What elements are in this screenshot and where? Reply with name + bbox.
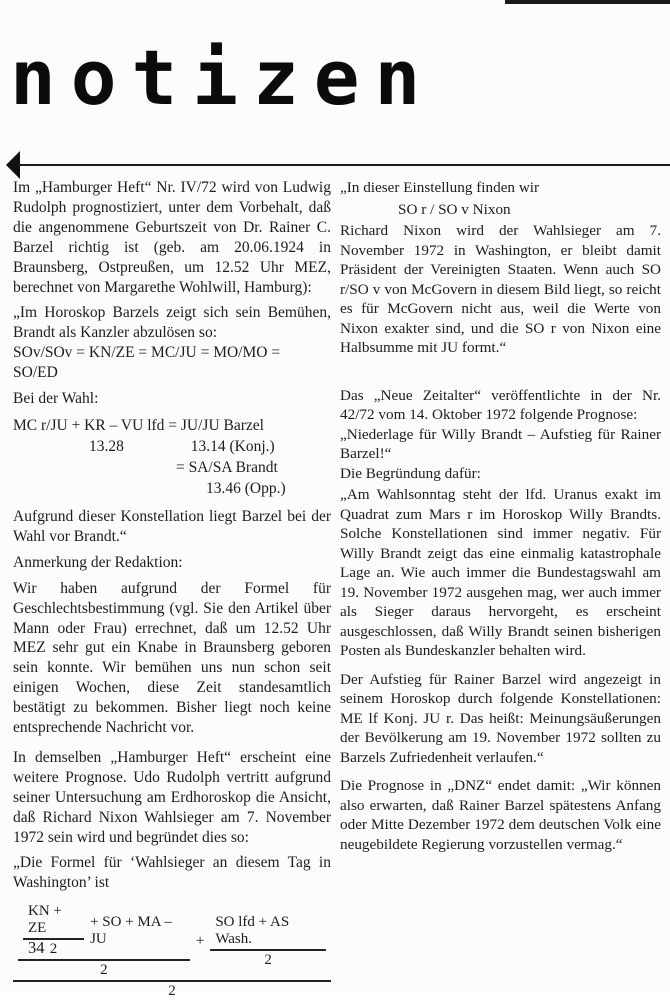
paragraph-niederlage: „Niederlage für Willy Brandt – Aufstieg für Rainer Barzel!“ [340,425,661,462]
paragraph-zeitalter: Das „Neue Zeitalter“ veröffentlichte in der Nr. 42/72 vom 14. Oktober 1972 folgende Prognose: [340,386,661,423]
anmerkung-heading: Anmerkung der Redaktion: [13,553,183,571]
paragraph-horoskop: „Im Horoskop Barzels zeigt sich sein Bemühen, Brandt als Kanzler abzulösen so: [13,304,331,342]
formula-outer-numerator [13,903,331,980]
paragraph-wahlsonntag: „Am Wahlsonntag steht der lfd. Uranus exakt im Quadrat zum Mars r im Horoskop Willy Brandts. Solche Konstellationen sind immer negativ. Für Willy Brandt zeigt das eine einmalig katastrophale Lage an. Wie auch immer die Bundestagswahl am 19. November 1972 ausgehen mag, wer auch immer als Sieger daraus hervorgeht, es erscheint ausgeschlossen, daß Willy Brandt seinen bisherigen Posten als Bundeskanzler behalten wird. [340,486,661,659]
formula-wash-denominator: 2 [210,949,326,969]
formula-so-line2: SO/ED [13,364,58,382]
formula-outer [13,903,331,1000]
formula-knze-numerator: KN + ZE [28,903,62,937]
formula-knze-denominator: 2 [23,938,84,958]
right-column [340,178,661,860]
formula-mid-rest: + SO + MA – JU [90,913,172,947]
line-so-nixon: SO r / SO v Nixon [398,200,511,218]
formula-mid-denominator: 2 [18,959,190,979]
wahl-formula-block [13,415,331,499]
formula-value-1314: 13.14 (Konj.) [190,437,275,455]
paragraph-aufstieg: Der Aufstieg für Rainer Barzel wird angezeigt in seinem Horoskop durch folgende Konstellationen: ME lf Konj. JU r. Das heißt: Meinungsäußerungen der Bevölkerung am 19. November 1972 sollten zu Barzels Zufriedenheit verlaufen.“ [340,670,661,766]
formula-line: MC r/JU + KR – VU lfd = JU/JU Barzel [13,416,264,434]
column-gap [340,364,661,386]
bei-der-wahl-label: Bei der Wahl: [13,390,99,408]
formula-line-brandt: = SA/SA Brandt [176,458,278,476]
big-formula [13,903,331,1000]
formula-wash-fraction [210,914,326,969]
paragraph-intro: Im „Hamburger Heft“ Nr. IV/72 wird von Ludwig Rudolph prognostiziert, unter dem Vorbehalt, daß die angenommene Geburtszeit von Dr. Rainer C. Barzel richtig ist (geb. am 20.06.1924 in Braunsberg, Ostpreußen, um 12.52 Uhr MEZ, berechnet von Margarethe Wohlwill, Hamburg): [13,179,331,296]
anmerkung-text: Wir haben aufgrund der Formel für Geschlechtsbestimmung (vgl. Sie den Artikel über Mann oder Frau) errechnet, daß um 12.52 Uhr MEZ sehr gut ein Knabe in Braunsberg geboren sein konnte. Wir bemühen uns nun schon seit einigen Wochen, diese Zeit standesamtlich bestätigt zu bekommen. Bisher liegt noch keine entsprechende Nachricht vor. [13,579,331,737]
line-einstellung: „In dieser Einstellung finden wir [340,179,540,196]
left-column [13,178,331,1000]
page-title: notizen [10,33,436,122]
rule-line [18,164,670,166]
paragraph-dnz: Die Prognose in „DNZ“ endet damit: „Wir können also erwarten, daß Rainer Barzel spätestens Anfang oder Mitte Dezember 1972 dem deutschen Volk eine neugebildete Regierung vorzustellen vermag.“ [340,777,661,853]
formula-value-1346: 13.46 (Opp.) [206,479,286,497]
header-rule [6,151,670,181]
formula-plus-sign: + [195,932,205,949]
paragraph-nixon: Richard Nixon wird der Wahlsieger am 7. November 1972 in Washington, er bleibt damit Präsident der Vereinigten Staaten. Wenn auch SO r/SO v von McGovern in diesem Bild liegt, so reicht es für McGovern nicht aus, weil die Werte von Nixon exakter sind, und die SO r von Nixon eine Halbsumme mit JU formt.“ [340,222,661,356]
paragraph-prognose: In demselben „Hamburger Heft“ erscheint eine weitere Prognose. Udo Rudolph vertritt aufgrund seiner Untersuchung am Erdhoroskop die Ansicht, daß Richard Nixon Wahlsieger am 7. November 1972 sein wird und begründet dies so: [13,748,331,846]
formula-values-line [13,436,331,457]
top-corner-bar [505,0,670,4]
formula-so-line1: SOv/SOv = KN/ZE = MC/JU = MO/MO = [13,344,281,362]
page-number: 34 [28,938,45,957]
line-begruendung: Die Begründung dafür: [340,464,481,482]
formula-value-1328: 13.28 [89,437,124,455]
paragraph-formel: „Die Formel für ‘Wahlsieger an diesem Tag in Washington’ ist [13,854,331,892]
paragraph-aufgrund: Aufgrund dieser Konstellation liegt Barzel bei der Wahl vor Brandt.“ [13,507,331,545]
formula-wash-numerator: SO lfd + AS Wash. [215,913,290,947]
formula-outer-fraction [13,903,331,1000]
formula-outer-denominator: 2 [13,980,331,1000]
